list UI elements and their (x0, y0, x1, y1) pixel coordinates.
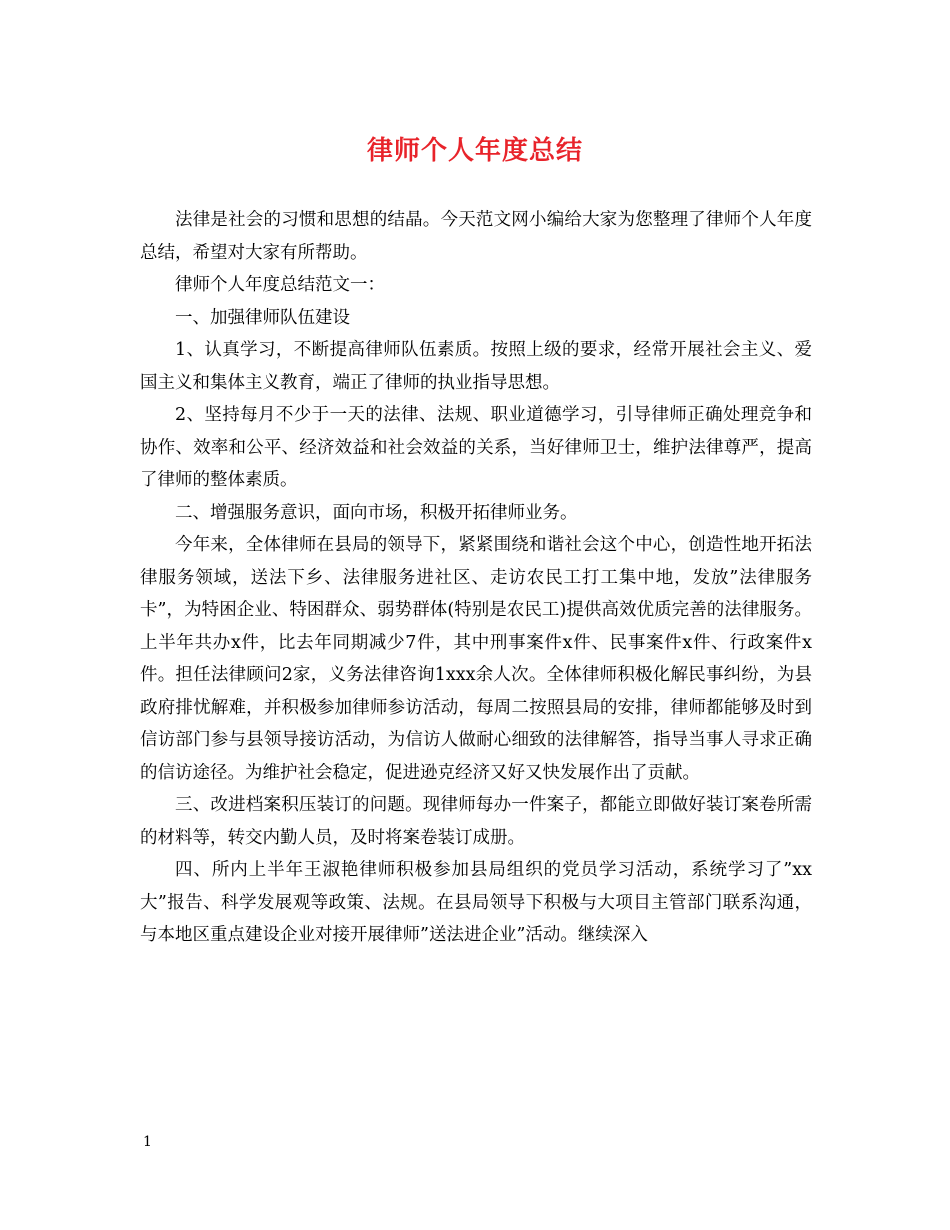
paragraph-section-one-heading: 一、加强律师队伍建设 (175, 307, 350, 328)
paragraph-section-two-body: 今年来，全体律师在县局的领导下，紧紧围绕和谐社会这个中心，创造性地开拓法律服务领域，送法下乡、法律服务进社区、走访农民工打工集中地，发放”法律服务卡”，为特困企业、特困群众、弱势群体(特别是农民工)提供高效优质完善的法律服务。上半年共办x件，比去年同期减少7件，其中刑事案件x件、民事案件x件、行政案件x件。担任法律顾问2家，义务法律咨询1xxx余人次。全体律师积极化解民事纠纷，为县政府排忧解难，并积极参加律师参访活动，每周二按照县局的安排，律师都能够及时到信访部门参与县领导接访活动，为信访人做耐心细致的法律解答，指导当事人寻求正确的信访途径。为维护社会稳定，促进逊克经济又好又快发展作出了贡献。 (140, 535, 812, 783)
document-title: 律师个人年度总结 (366, 136, 583, 166)
paragraph-intro: 法律是社会的习惯和思想的结晶。今天范文网小编给大家为您整理了律师个人年度总结，希望对大家有所帮助。 (140, 210, 812, 263)
paragraph-section-two-heading: 二、增强服务意识，面向市场，积极开拓律师业务。 (175, 502, 578, 523)
document-body (140, 204, 812, 952)
paragraph-item-two: 2、坚持每月不少于一天的法律、法规、职业道德学习，引导律师正确处理竞争和协作、效率和公平、经济效益和社会效益的关系，当好律师卫士，维护法律尊严，提高了律师的整体素质。 (140, 405, 812, 490)
page-number: 1 (143, 1134, 152, 1150)
paragraph-item-one: 1、认真学习，不断提高律师队伍素质。按照上级的要求，经常开展社会主义、爱国主义和集体主义教育，端正了律师的执业指导思想。 (140, 340, 812, 393)
paragraph-section-three: 三、改进档案积压装订的问题。现律师每办一件案子，都能立即做好装订案卷所需的材料等，转交内勤人员，及时将案卷装订成册。 (140, 795, 812, 848)
paragraph-section-four: 四、所内上半年王淑艳律师积极参加县局组织的党员学习活动，系统学习了”xx大”报告、科学发展观等政策、法规。在县局领导下积极与大项目主管部门联系沟通，与本地区重点建设企业对接开展律师”送法进企业”活动。继续深入 (140, 860, 812, 945)
paragraph-sample-heading: 律师个人年度总结范文一： (175, 275, 385, 295)
